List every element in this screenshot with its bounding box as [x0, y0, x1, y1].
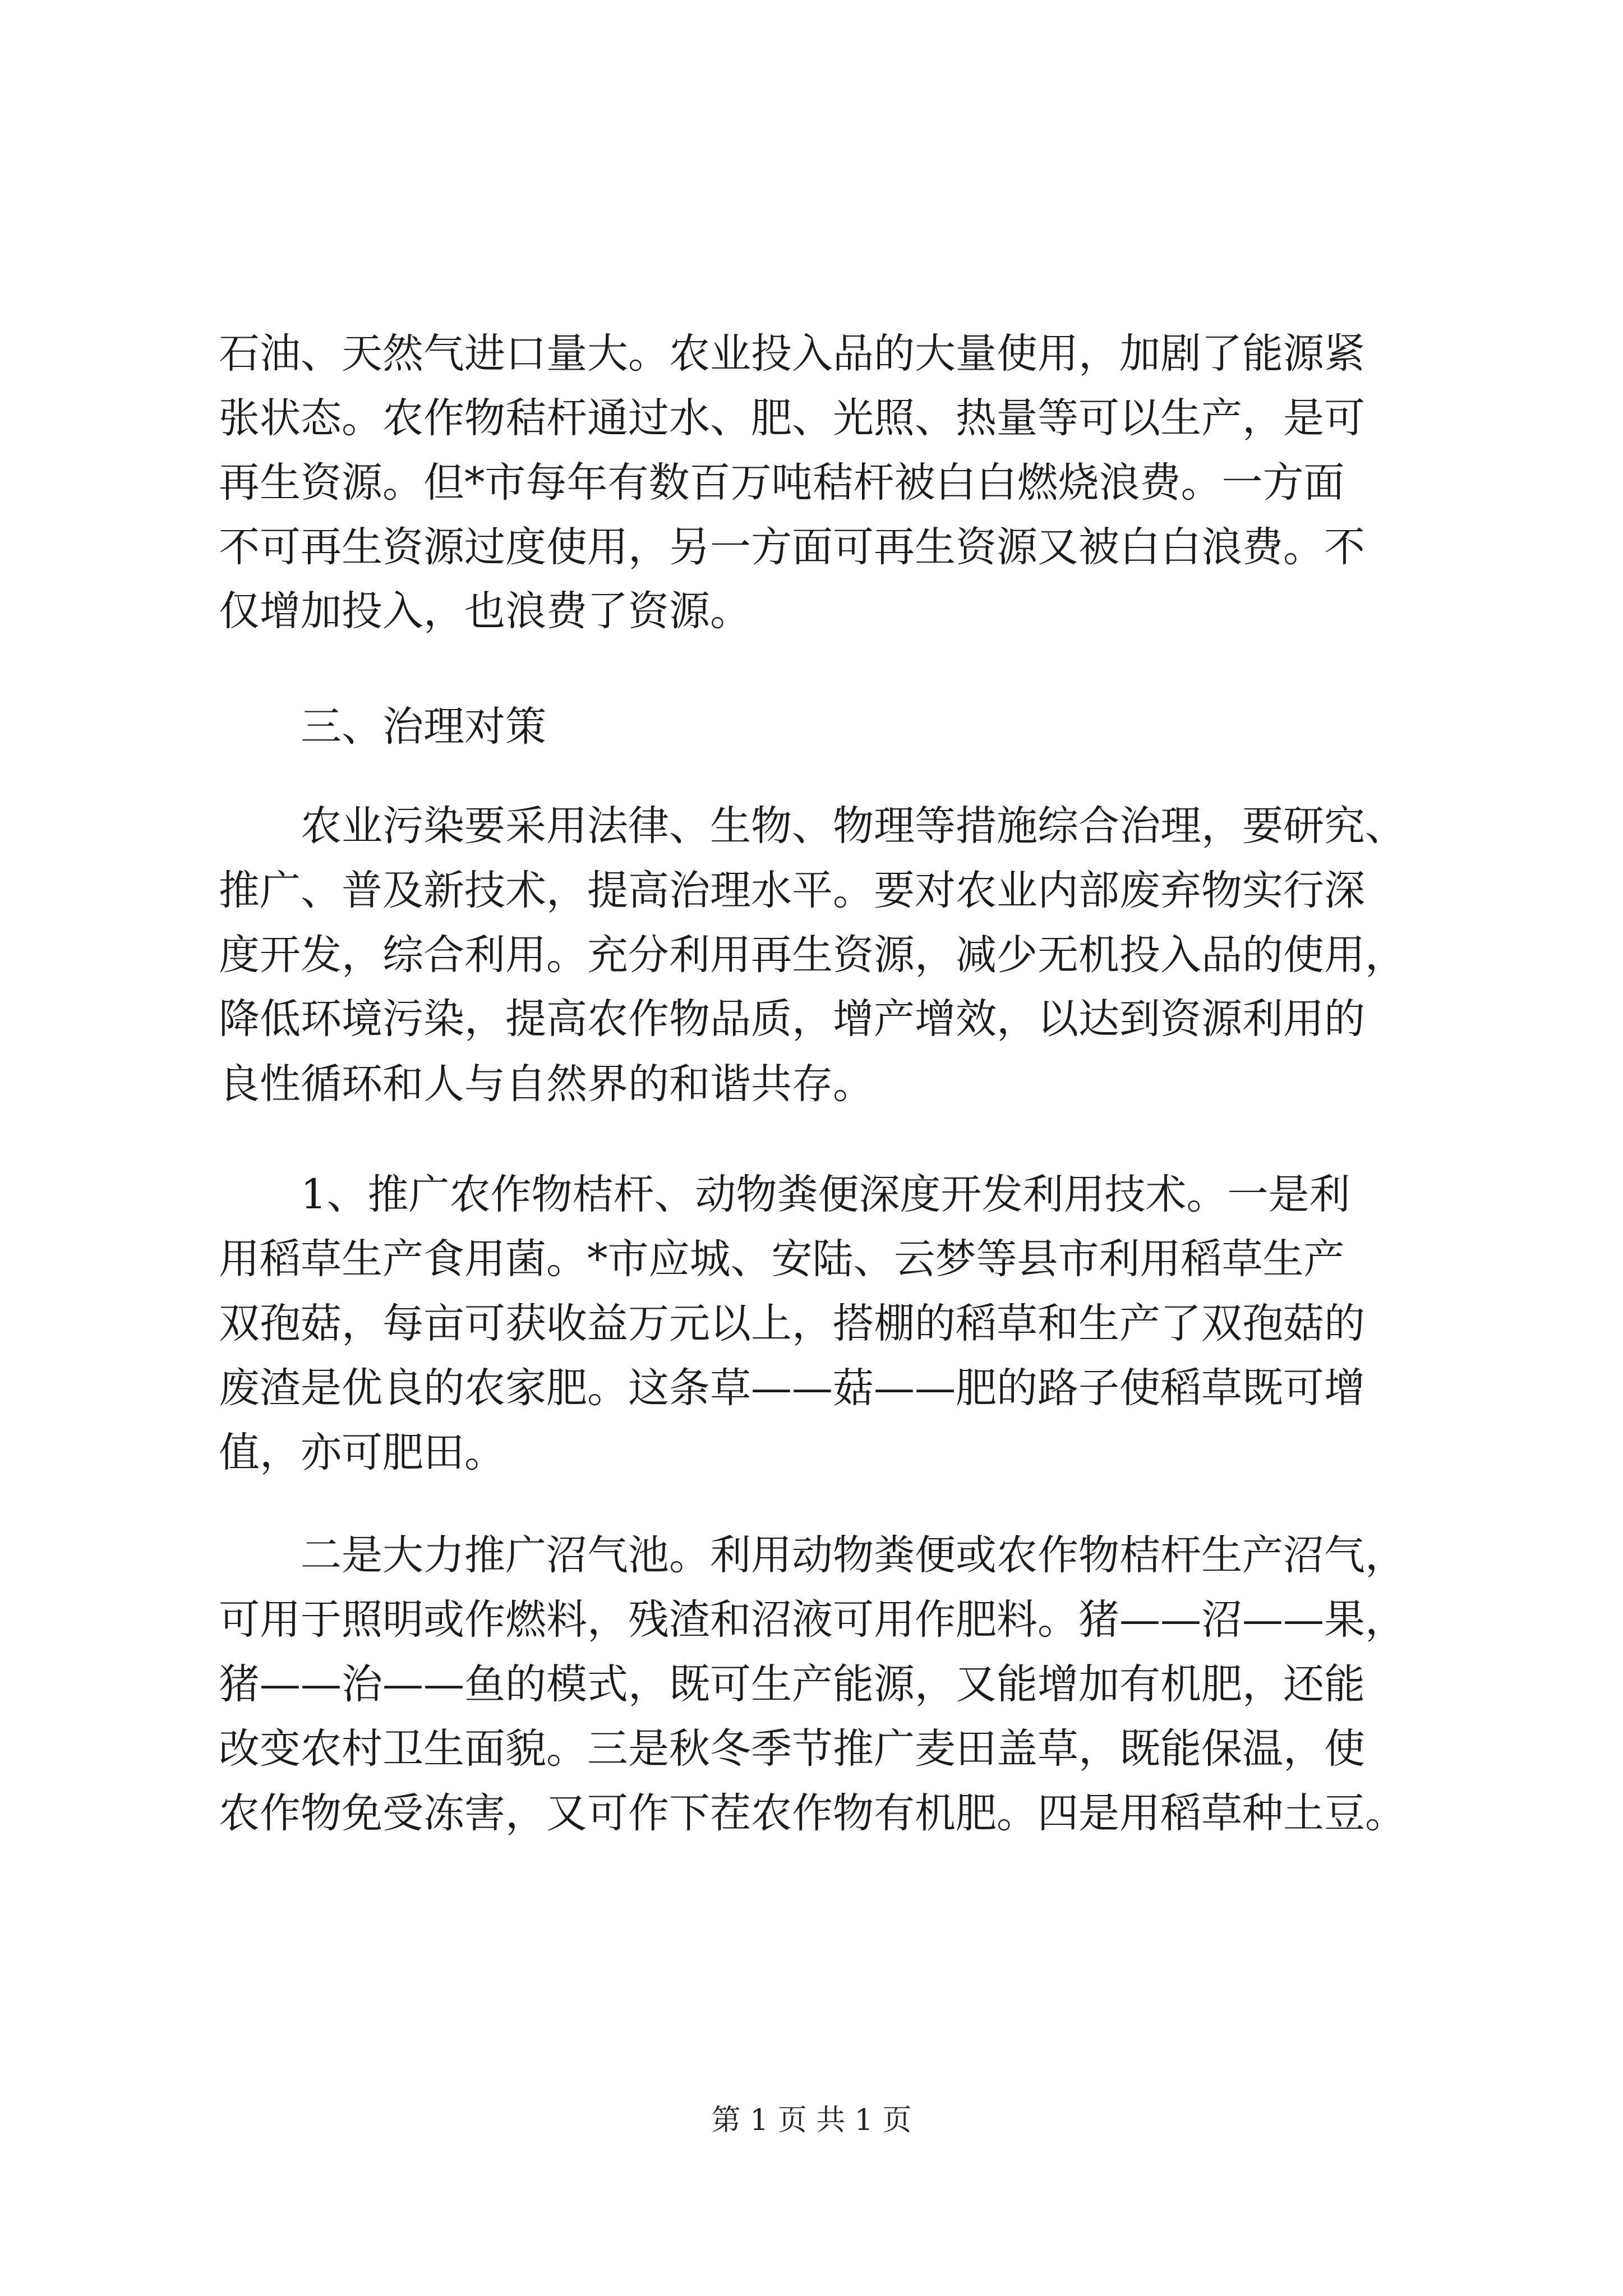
text-line — [0, 1522, 1623, 1589]
text-line — [0, 922, 1623, 989]
text-line — [0, 449, 1623, 517]
line-text: 推广、普及新技术，提高治理水平。要对农业内部废弃物实行深 — [219, 867, 1365, 914]
text-line — [0, 1226, 1623, 1293]
page-footer: 第 1 页 共 1 页 — [711, 2104, 912, 2137]
line-text: 不可再生资源过度使用，另一方面可再生资源又被白白浪费。不 — [219, 523, 1365, 571]
text-line — [0, 1161, 1623, 1228]
line-text: 石油、天然气进口量大。农业投入品的大量使用，加剧了能源紧 — [219, 330, 1365, 378]
line-text: 可用于照明或作燃料，残渣和沼液可用作肥料。猪——沼——果， — [219, 1596, 1406, 1644]
line-text: 农业污染要采用法律、生物、物理等措施综合治理，要研究、 — [301, 802, 1406, 850]
text-line — [0, 1051, 1623, 1118]
text-line — [0, 320, 1623, 388]
line-text: 降低环境污染，提高农作物品质，增产增效，以达到资源利用的 — [219, 995, 1365, 1043]
text-line — [0, 1419, 1623, 1487]
line-text: 度开发，综合利用。充分利用再生资源，减少无机投入品的使用， — [219, 931, 1406, 979]
text-line — [0, 1715, 1623, 1783]
text-line — [0, 514, 1623, 581]
line-text: 仅增加投入，也浪费了资源。 — [219, 587, 751, 635]
line-text: 用稻草生产食用菌。*市应城、安陆、云梦等县市利用稻草生产 — [219, 1235, 1345, 1283]
line-text: 改变农村卫生面貌。三是秋冬季节推广麦田盖草，既能保温，使 — [219, 1725, 1365, 1773]
section-heading — [0, 693, 1623, 761]
text-line — [0, 1355, 1623, 1422]
text-line — [0, 385, 1623, 452]
line-text: 二是大力推广沼气池。利用动物粪便或农作物桔杆生产沼气， — [301, 1531, 1406, 1579]
line-text: 废渣是优良的农家肥。这条草——菇——肥的路子使稻草既可增 — [219, 1364, 1365, 1412]
line-text: 猪——治——鱼的模式，既可生产能源，又能增加有机肥，还能 — [219, 1660, 1365, 1708]
text-line — [0, 793, 1623, 860]
line-text: 值，亦可肥田。 — [219, 1429, 505, 1476]
text-line — [0, 1780, 1623, 1847]
line-text: 再生资源。但*市每年有数百万吨秸杆被白白燃烧浪费。一方面 — [219, 459, 1345, 507]
line-text: 良性循环和人与自然界的和谐共存。 — [219, 1060, 874, 1108]
text-line — [0, 857, 1623, 924]
line-text: 1、推广农作物桔杆、动物粪便深度开发利用技术。一是利 — [301, 1171, 1350, 1218]
line-text: 张状态。农作物秸杆通过水、肥、光照、热量等可以生产，是可 — [219, 394, 1365, 442]
text-line — [0, 1651, 1623, 1718]
text-line — [0, 1290, 1623, 1358]
text-line — [0, 578, 1623, 645]
line-text: 农作物免受冻害，又可作下茬农作物有机肥。四是用稻草种土豆。 — [219, 1789, 1406, 1837]
heading-text: 三、治理对策 — [301, 703, 546, 751]
text-line — [0, 1586, 1623, 1654]
text-line — [0, 986, 1623, 1053]
line-text: 双孢菇，每亩可获收益万元以上，搭棚的稻草和生产了双孢菇的 — [219, 1300, 1365, 1347]
